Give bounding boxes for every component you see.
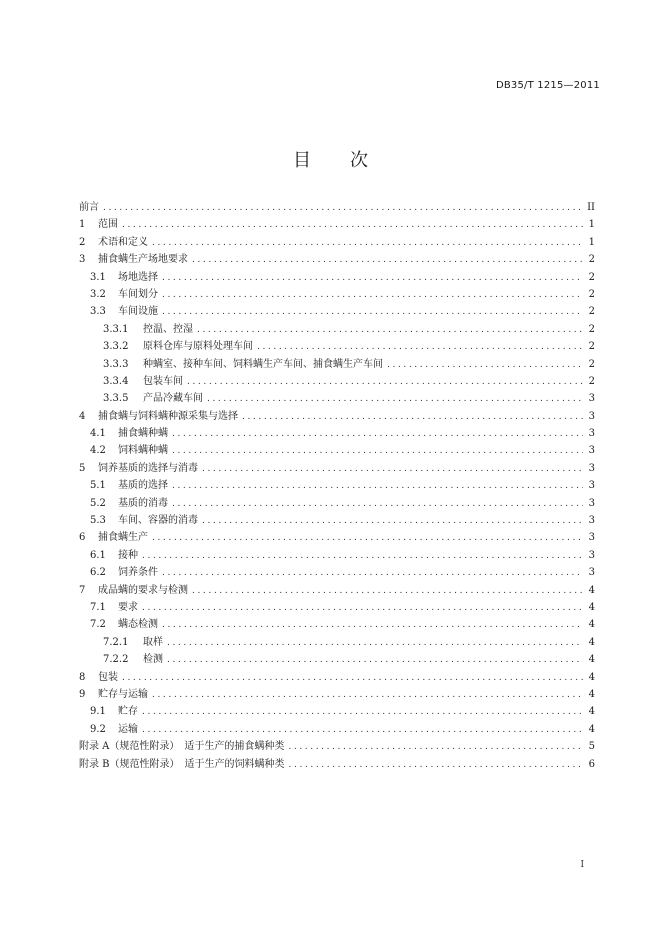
toc-entry-page: 4 [588,688,595,700]
toc-entry-label: 包装 [98,671,118,683]
toc-entry-number: 3.3.3 [103,358,129,370]
toc-entry-page: 3 [588,532,595,544]
toc-entry-number: 4.1 [90,428,106,440]
toc-entry[interactable] [79,460,595,477]
toc-dot-leader [202,461,583,478]
document-code: DB35/T 1215—2011 [495,80,600,91]
toc-entry-number: 5 [79,462,86,474]
toc-dot-leader [162,617,583,634]
toc-dot-leader [152,235,583,252]
toc-entry[interactable] [79,216,595,233]
toc-entry[interactable] [79,356,595,373]
toc-dot-leader [142,722,583,739]
toc-entry-number: 7.2 [90,619,106,631]
toc-dot-leader [103,200,583,217]
toc-entry-label: 饲养条件 [118,567,158,579]
toc-dot-leader [187,374,583,391]
toc-entry-label: 取样 [143,636,163,648]
toc-entry-number: 1 [79,219,86,231]
toc-dot-leader [172,478,583,495]
toc-dot-leader [387,357,583,374]
toc-entry-number: 3.3.4 [103,375,129,387]
toc-entry-number: 3.3.2 [103,341,129,353]
toc-entry-number: 7.1 [90,601,106,613]
toc-entry-label: 要求 [118,601,138,613]
toc-entry-page: 3 [588,393,595,405]
toc-entry[interactable] [79,669,595,686]
toc-entry-label: 捕食螨种螨 [118,428,168,440]
toc-entry-label: 车间设施 [118,306,158,318]
toc-entry-label: 接种 [118,549,138,561]
toc-entry[interactable] [79,547,595,564]
toc-entry-label: 前言 [79,202,99,213]
toc-entry-number: 5.2 [90,497,106,509]
toc-entry-label: 螨态检测 [118,619,158,631]
toc-entry-label: 种螨室、接种车间、饲料螨生产车间、捕食螨生产车间 [143,358,383,370]
toc-entry-label: 基质的选择 [118,480,168,492]
toc-entry-page: 1 [588,219,595,231]
toc-entry[interactable] [79,634,595,651]
toc-entry-label: 场地选择 [118,271,158,283]
toc-dot-leader [142,600,583,617]
toc-entry-page: 2 [588,323,595,335]
toc-entry-number: 5.3 [90,515,106,527]
toc-dot-leader [142,704,583,721]
toc-entry[interactable] [79,582,595,599]
toc-entry-label: 贮存与运输 [98,688,148,700]
toc-entry-number: 9.1 [90,706,106,718]
toc-entry-label: 附录 A（规范性附录） 适于生产的捕食螨种类 [79,741,285,753]
toc-entry[interactable] [79,738,595,755]
toc-dot-leader [202,513,583,530]
toc-entry-page: 2 [588,254,595,266]
toc-entry-number: 3.3.1 [103,323,129,335]
toc-entry-number: 7.2.2 [103,654,129,666]
toc-entry[interactable] [79,199,595,216]
toc-entry[interactable] [79,477,595,494]
toc-entry-number: 9.2 [90,723,106,735]
toc-dot-leader [162,304,583,321]
toc-entry-number: 2 [79,236,86,248]
toc-entry-number: 4.2 [90,445,106,457]
toc-entry-label: 贮存 [118,706,138,718]
table-of-contents [79,199,595,773]
toc-entry-page: 4 [588,654,595,666]
toc-entry-page: 2 [588,306,595,318]
toc-dot-leader [197,322,583,339]
toc-entry-page: 1 [588,236,595,248]
toc-dot-leader [167,652,583,669]
toc-entry[interactable] [79,286,595,303]
toc-entry[interactable] [79,321,595,338]
toc-entry[interactable] [79,408,595,425]
toc-entry-label: 车间划分 [118,288,158,300]
toc-entry-page: 4 [588,723,595,735]
toc-entry-page: 2 [588,358,595,370]
toc-entry[interactable] [79,390,595,407]
toc-entry[interactable] [79,338,595,355]
toc-entry-label: 运输 [118,723,138,735]
toc-entry-number: 3.3.5 [103,393,129,405]
toc-entry[interactable] [79,721,595,738]
toc-entry-label: 饲料螨种螨 [118,445,168,457]
toc-entry-page: 3 [588,410,595,422]
toc-entry[interactable] [79,303,595,320]
toc-dot-leader [162,270,583,287]
toc-entry[interactable] [79,686,595,703]
toc-entry-label: 范围 [98,219,118,231]
toc-dot-leader [167,635,583,652]
toc-entry[interactable] [79,512,595,529]
toc-dot-leader [122,670,583,687]
toc-dot-leader [162,287,583,304]
toc-dot-leader [172,443,583,460]
toc-entry-label: 基质的消毒 [118,497,168,509]
toc-dot-leader [192,583,583,600]
toc-entry-label: 捕食螨生产 [98,532,148,544]
toc-entry[interactable] [79,442,595,459]
toc-dot-leader [242,409,583,426]
toc-entry-label: 捕食螨与饲料螨种源采集与选择 [98,410,238,422]
toc-entry[interactable] [79,616,595,633]
toc-entry-label: 控温、控湿 [143,323,193,335]
toc-dot-leader [162,565,583,582]
toc-entry-number: 7 [79,584,86,596]
toc-entry-page: II [587,202,595,213]
toc-dot-leader [152,687,583,704]
toc-entry-page: 3 [588,515,595,527]
toc-dot-leader [288,739,583,756]
toc-entry-number: 3.2 [90,288,106,300]
toc-entry-page: 4 [588,619,595,631]
toc-dot-leader [207,391,583,408]
toc-entry-number: 3.1 [90,271,106,283]
toc-entry[interactable] [79,564,595,581]
toc-entry-number: 4 [79,410,86,422]
toc-entry[interactable] [79,234,595,251]
toc-entry[interactable] [79,251,595,268]
toc-entry-page: 2 [588,341,595,353]
toc-entry-page: 3 [588,480,595,492]
toc-entry-number: 3.3 [90,306,106,318]
toc-dot-leader [152,530,583,547]
toc-entry-label: 饲养基质的选择与消毒 [98,462,198,474]
toc-entry-label: 检测 [143,654,163,666]
toc-entry-page: 4 [588,706,595,718]
toc-entry-page: 5 [588,741,595,753]
toc-entry[interactable] [79,703,595,720]
toc-entry-page: 4 [588,601,595,613]
toc-entry-number: 6 [79,532,86,544]
toc-entry-label: 车间、容器的消毒 [118,515,198,527]
toc-entry-page: 4 [588,671,595,683]
toc-entry[interactable] [79,373,595,390]
toc-entry[interactable] [79,269,595,286]
toc-entry-number: 8 [79,671,86,683]
toc-entry-number: 5.1 [90,480,106,492]
toc-entry-number: 9 [79,688,86,700]
toc-entry-label: 附录 B（规范性附录） 适于生产的饲料螨种类 [79,758,285,770]
toc-entry[interactable] [79,529,595,546]
toc-entry-page: 3 [588,445,595,457]
toc-entry-label: 捕食螨生产场地要求 [98,254,188,266]
toc-dot-leader [172,496,583,513]
toc-entry[interactable] [79,425,595,442]
toc-dot-leader [122,217,583,234]
toc-entry-page: 2 [588,271,595,283]
toc-entry-label: 包装车间 [143,375,183,387]
toc-entry-page: 3 [588,497,595,509]
toc-dot-leader [289,757,583,774]
toc-entry-number: 3 [79,254,86,266]
toc-entry-label: 原料仓库与原料处理车间 [143,341,253,353]
toc-entry-page: 3 [588,462,595,474]
toc-entry-page: 4 [588,636,595,648]
page-title: 目 次 [293,150,369,171]
toc-dot-leader [142,548,583,565]
toc-entry-page: 3 [588,567,595,579]
toc-dot-leader [172,426,583,443]
toc-entry[interactable] [79,756,595,773]
toc-entry-page: 3 [588,549,595,561]
toc-dot-leader [257,339,583,356]
page-number: I [580,860,584,870]
toc-entry-label: 成品螨的要求与检测 [98,584,188,596]
toc-entry-label: 产品冷藏车间 [143,393,203,405]
toc-entry[interactable] [79,495,595,512]
toc-dot-leader [192,252,583,269]
toc-entry-label: 术语和定义 [98,236,148,248]
toc-entry[interactable] [79,651,595,668]
toc-entry-page: 4 [588,584,595,596]
toc-entry-page: 3 [588,428,595,440]
toc-entry-number: 6.1 [90,549,106,561]
toc-entry-page: 2 [588,375,595,387]
toc-entry-number: 7.2.1 [103,636,129,648]
toc-entry[interactable] [79,599,595,616]
toc-entry-page: 6 [588,758,595,770]
toc-entry-number: 6.2 [90,567,106,579]
toc-entry-page: 2 [588,288,595,300]
